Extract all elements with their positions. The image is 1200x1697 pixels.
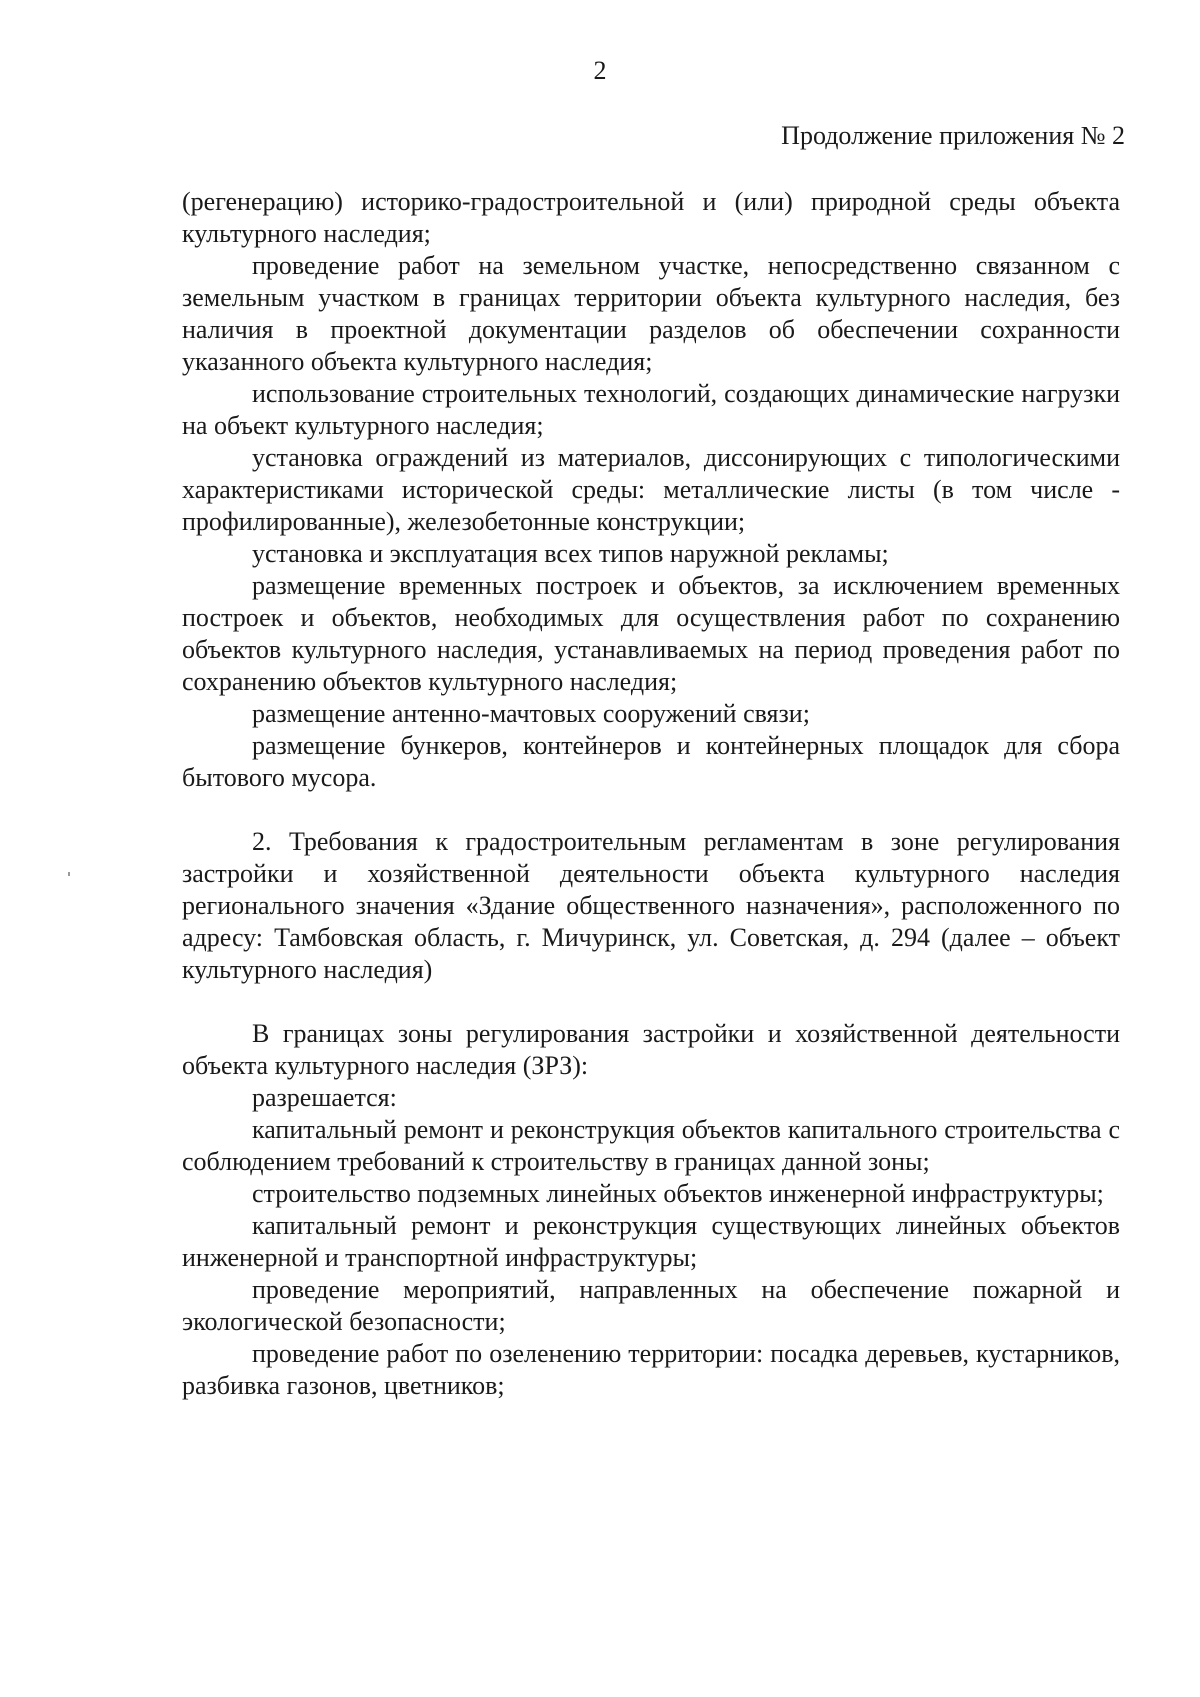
paragraph: размещение бункеров, контейнеров и контейнерных площадок для сбора бытового мусора. <box>182 731 1120 792</box>
document-body <box>182 186 1120 1402</box>
paragraph: использование строительных технологий, создающих динамические нагрузки на объект культурного наследия; <box>182 379 1120 440</box>
paragraph: В границах зоны регулирования застройки и хозяйственной деятельности объекта культурного наследия (ЗРЗ): <box>182 1019 1120 1080</box>
paragraph: капитальный ремонт и реконструкция объектов капитального строительства с соблюдением требований к строительству в границах данной зоны; <box>182 1115 1120 1176</box>
page-number: 2 <box>593 56 607 85</box>
paragraph: проведение мероприятий, направленных на обеспечение пожарной и экологической безопасности; <box>182 1275 1120 1336</box>
paragraph: разрешается: <box>252 1083 397 1112</box>
paragraph: проведение работ по озеленению территории: посадка деревьев, кустарников, разбивка газонов, цветников; <box>182 1339 1120 1400</box>
paragraph: установка ограждений из материалов, диссонирующих с типологическими характеристиками исторической среды: металлические листы (в том числе - профилированные), железобетонные конструкции; <box>182 443 1120 536</box>
paragraph: капитальный ремонт и реконструкция существующих линейных объектов инженерной и транспортной инфраструктуры; <box>182 1211 1120 1272</box>
paragraph: размещение антенно-мачтовых сооружений связи; <box>252 699 810 728</box>
section-heading: 2. Требования к градостроительным регламентам в зоне регулирования застройки и хозяйственной деятельности объекта культурного наследия регионального значения «Здание общественного назначения», расположенного по адресу: Тамбовская область, г. Мичуринск, ул. Советская, д. 294 (далее – объект культурного наследия) <box>182 827 1120 984</box>
paragraph: (регенерацию) историко-градостроительной и (или) природной среды объекта культурного наследия; <box>182 187 1120 248</box>
margin-mark <box>68 872 70 876</box>
paragraph: строительство подземных линейных объектов инженерной инфраструктуры; <box>252 1179 1104 1208</box>
paragraph: установка и эксплуатация всех типов наружной рекламы; <box>252 539 889 568</box>
paragraph: проведение работ на земельном участке, непосредственно связанном с земельным участком в границах территории объекта культурного наследия, без наличия в проектной документации разделов об обеспечении сохранности указанного объекта культурного наследия; <box>182 251 1120 376</box>
paragraph: размещение временных построек и объектов, за исключением временных построек и объектов, необходимых для осуществления работ по сохранению объектов культурного наследия, устанавливаемых на период проведения работ по сохранению объектов культурного наследия; <box>182 571 1120 696</box>
appendix-continuation-note: Продолжение приложения № 2 <box>781 121 1125 150</box>
